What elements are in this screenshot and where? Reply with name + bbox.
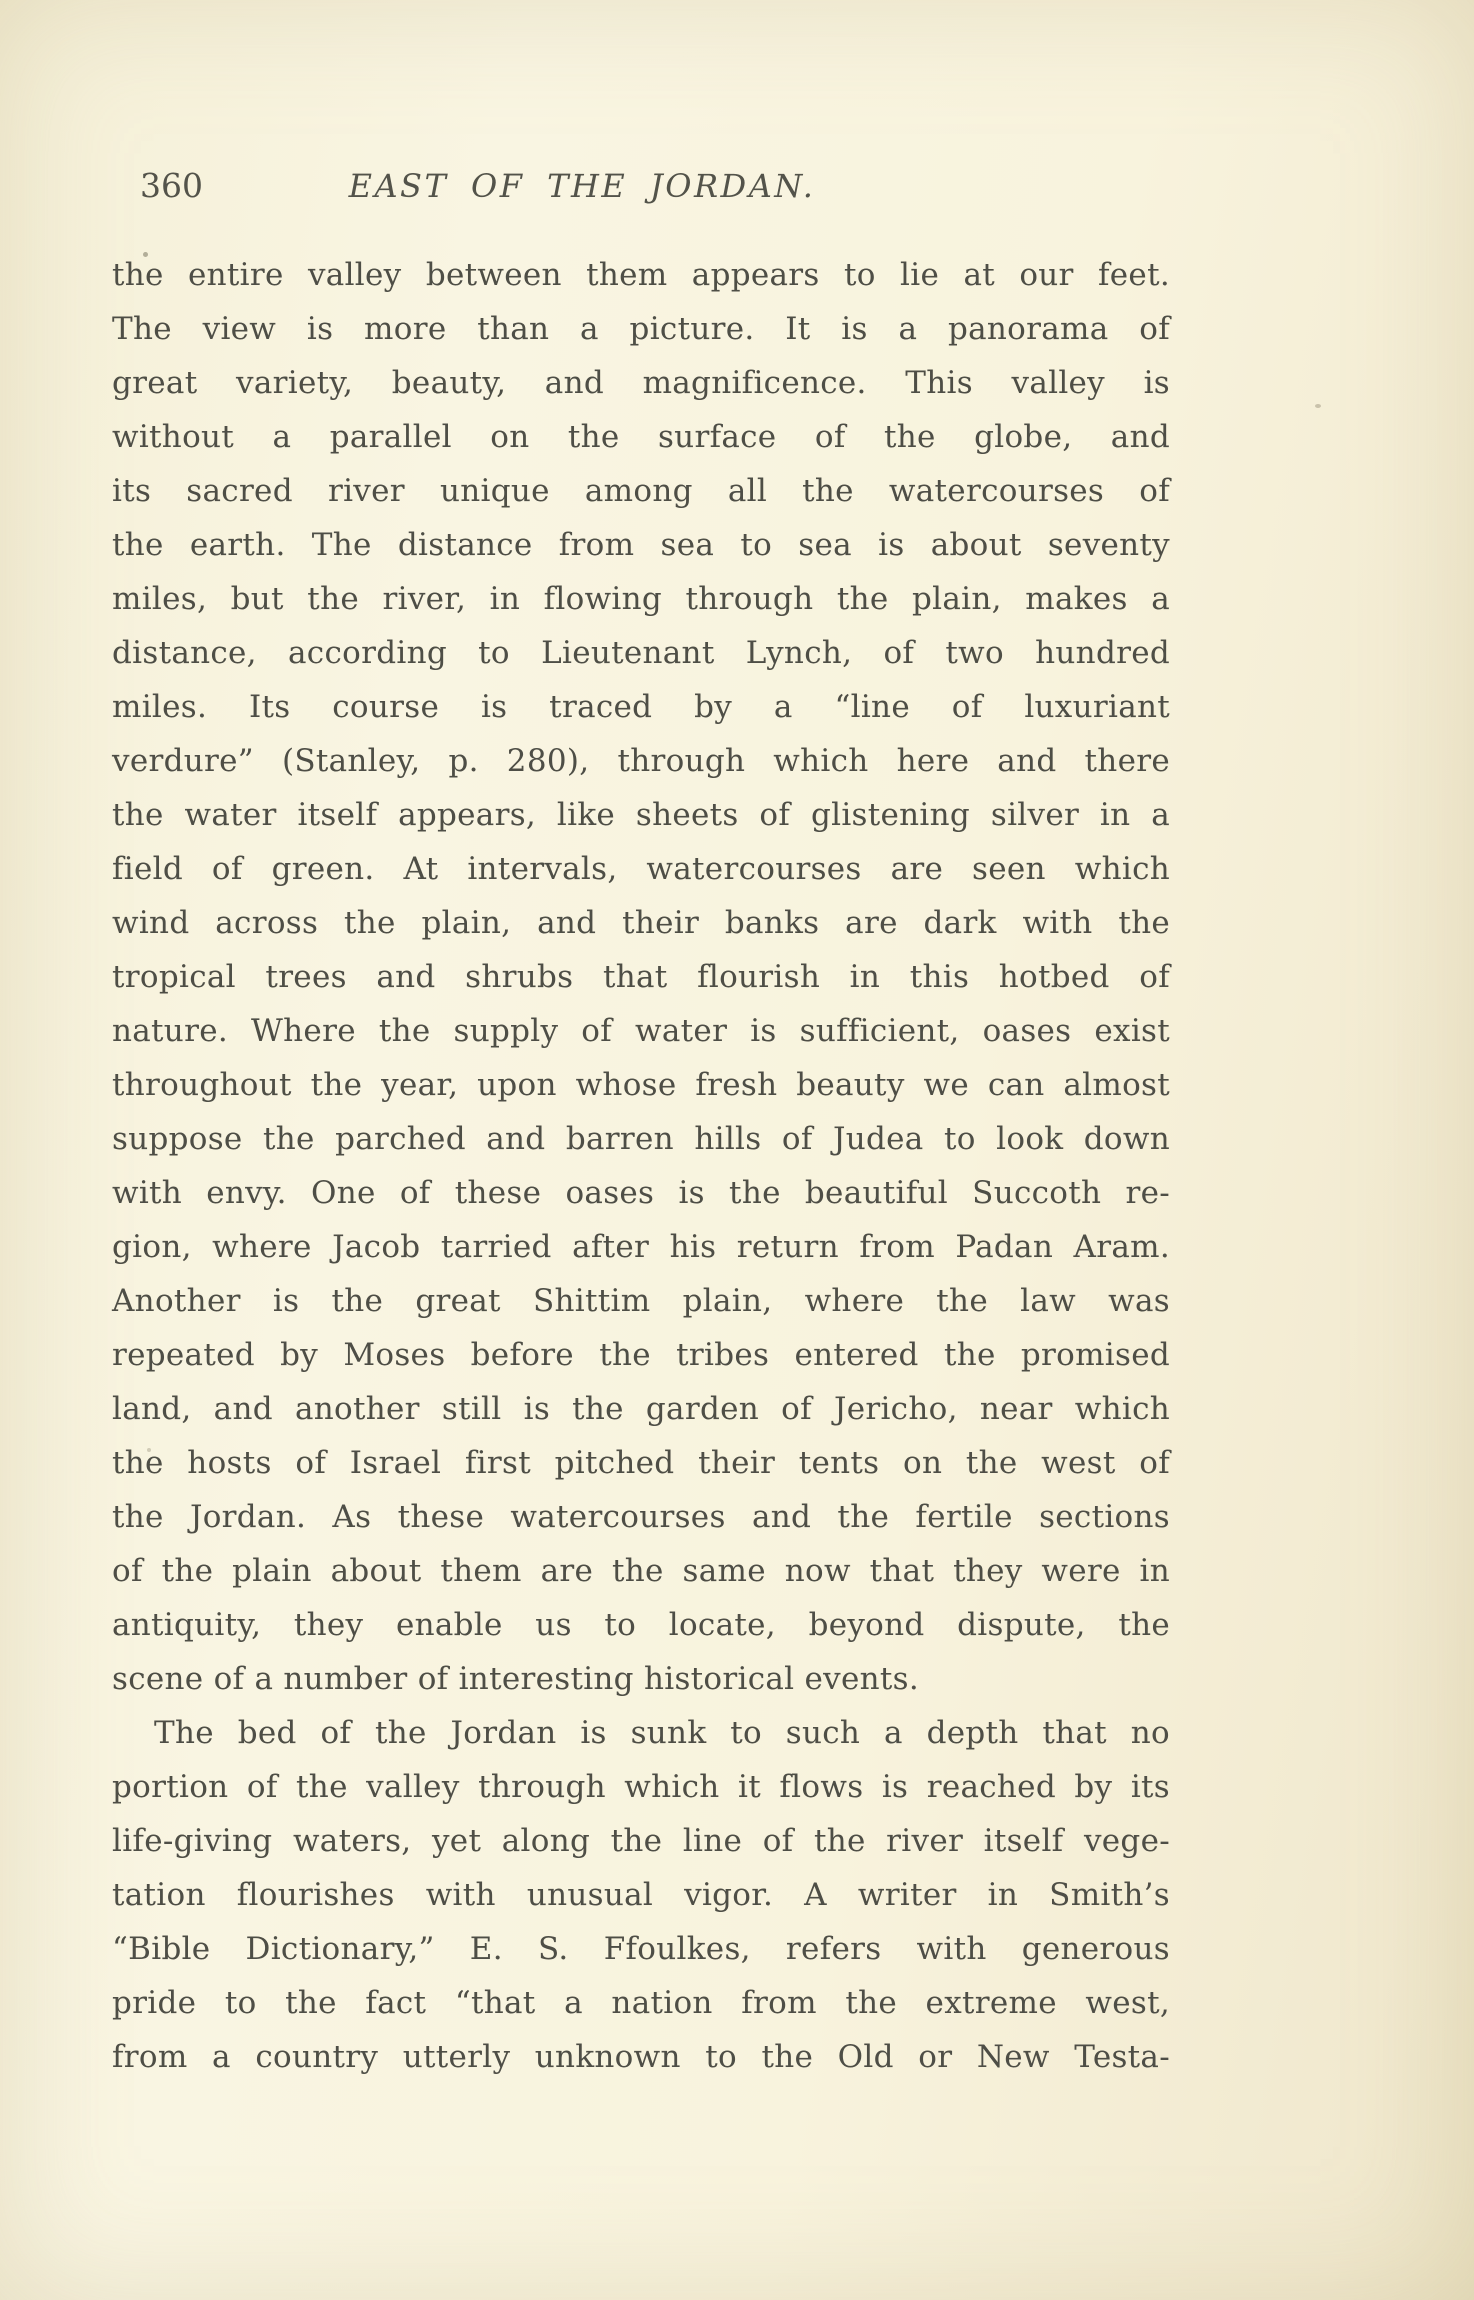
ink-speck <box>147 1448 151 1452</box>
text-line: the water itself appears, like sheets of glistening silver in a <box>112 797 1170 833</box>
text-line: miles. Its course is traced by a “line of luxuriant <box>112 689 1170 725</box>
text-line: land, and another still is the garden of Jericho, near which <box>112 1391 1170 1427</box>
text-line: the hosts of Israel first pitched their tents on the west of <box>112 1445 1170 1481</box>
text-line: life-giving waters, yet along the line of the river itself vege- <box>112 1823 1170 1859</box>
text-line: distance, according to Lieutenant Lynch, of two hundred <box>112 635 1170 671</box>
ink-speck <box>143 252 148 257</box>
text-line: the earth. The distance from sea to sea is about seventy <box>112 527 1170 563</box>
text-line: the entire valley between them appears to lie at our feet. <box>112 257 1170 293</box>
text-line: tropical trees and shrubs that flourish in this hotbed of <box>112 959 1170 995</box>
text-line: great variety, beauty, and magnificence. This valley is <box>112 365 1170 401</box>
text-line: The view is more than a picture. It is a panorama of <box>112 311 1170 347</box>
page-header <box>112 160 1170 212</box>
text-line: scene of a number of interesting historical events. <box>112 1661 920 1697</box>
text-line: tation flourishes with unusual vigor. A writer in Smith’s <box>112 1877 1170 1913</box>
text-line: of the plain about them are the same now that they were in <box>112 1553 1170 1589</box>
text-line: the Jordan. As these watercourses and the fertile sections <box>112 1499 1170 1535</box>
text-line: The bed of the Jordan is sunk to such a depth that no <box>154 1715 1170 1751</box>
text-line: portion of the valley through which it flows is reached by its <box>112 1769 1170 1805</box>
text-line: field of green. At intervals, watercourses are seen which <box>112 851 1170 887</box>
text-line: from a country utterly unknown to the Old or New Testa- <box>112 2039 1170 2075</box>
text-line: “Bible Dictionary,” E. S. Ffoulkes, refers with generous <box>112 1931 1170 1967</box>
body-text <box>112 248 1170 2084</box>
text-line: gion, where Jacob tarried after his return from Padan Aram. <box>112 1229 1170 1265</box>
text-line: Another is the great Shittim plain, where the law was <box>112 1283 1170 1319</box>
text-line: miles, but the river, in flowing through the plain, makes a <box>112 581 1170 617</box>
text-line: its sacred river unique among all the watercourses of <box>112 473 1170 509</box>
page-number: 360 <box>140 166 203 205</box>
text-line: throughout the year, upon whose fresh beauty we can almost <box>112 1067 1170 1103</box>
text-line: repeated by Moses before the tribes entered the promised <box>112 1337 1170 1373</box>
text-line: without a parallel on the surface of the globe, and <box>112 419 1170 455</box>
text-line: nature. Where the supply of water is sufficient, oases exist <box>112 1013 1170 1049</box>
running-title: EAST OF THE JORDAN. <box>348 167 816 205</box>
text-line: antiquity, they enable us to locate, beyond dispute, the <box>112 1607 1170 1643</box>
text-line: suppose the parched and barren hills of Judea to look down <box>112 1121 1170 1157</box>
text-line: pride to the fact “that a nation from the extreme west, <box>112 1985 1170 2021</box>
text-line: with envy. One of these oases is the beautiful Succoth re- <box>112 1175 1170 1211</box>
text-line: verdure” (Stanley, p. 280), through which here and there <box>112 743 1170 779</box>
text-line: wind across the plain, and their banks are dark with the <box>112 905 1170 941</box>
ink-speck <box>1315 404 1321 408</box>
